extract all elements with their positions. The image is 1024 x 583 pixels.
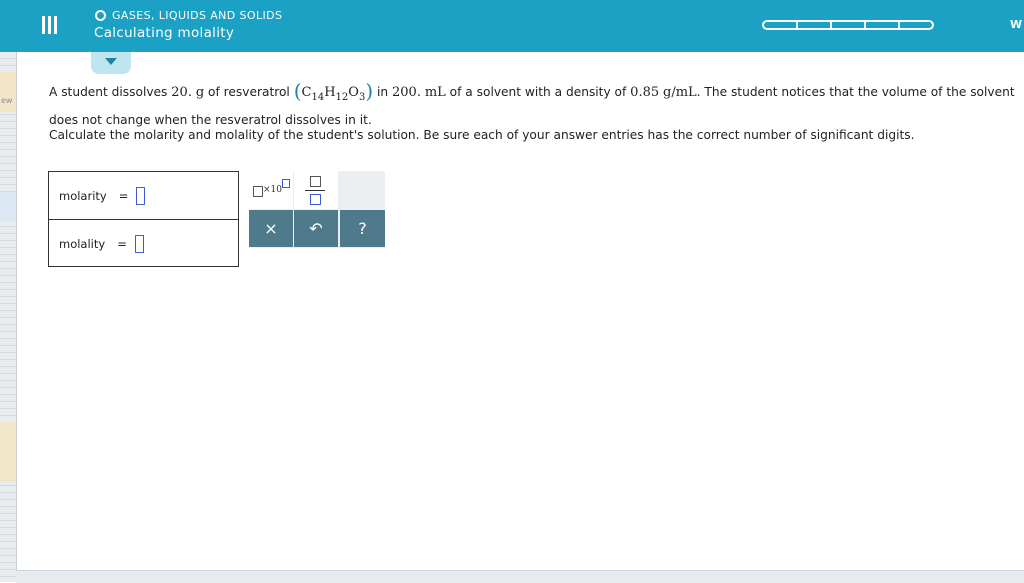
times-ten-label: ×10 (263, 185, 282, 195)
fraction-button[interactable] (294, 171, 338, 209)
formula-element: C (301, 85, 312, 100)
numerator-box-icon (310, 176, 321, 187)
volume-value: 200. (392, 85, 421, 100)
menu-button[interactable] (38, 14, 60, 36)
header-right-text: W (1010, 18, 1023, 31)
mass-value: 20. (171, 85, 192, 100)
progress-segment (900, 22, 932, 28)
question-text: of resveratrol (208, 85, 290, 99)
formula-element: H (324, 85, 336, 100)
denominator-box-icon (310, 194, 321, 205)
question-text: of a solvent with a density of (449, 85, 627, 99)
header-bar (0, 0, 1024, 52)
undo-button[interactable] (294, 210, 338, 247)
equals-sign: = (117, 236, 127, 251)
menu-icon-bar (42, 16, 45, 34)
menu-icon-bar (48, 16, 51, 34)
math-palette (249, 171, 385, 248)
menu-icon-bar (54, 16, 57, 34)
density-value: 0.85 (630, 85, 660, 100)
background-highlight (0, 72, 16, 112)
progress-bar (762, 20, 934, 30)
mass-unit: g (195, 85, 205, 100)
clear-button[interactable] (249, 210, 293, 247)
help-button[interactable] (340, 210, 385, 247)
bottom-bar (16, 570, 1024, 583)
question-text: A student dissolves (49, 85, 168, 99)
answer-row-molality (49, 220, 238, 267)
answer-label: molality (59, 236, 106, 251)
molality-input[interactable] (135, 235, 144, 253)
triangle-down-icon (105, 58, 117, 65)
volume-unit: mL (424, 85, 446, 100)
formula-subscript: 14 (311, 92, 325, 103)
scientific-notation-button[interactable] (249, 171, 293, 209)
progress-segment (866, 22, 900, 28)
placeholder-box-icon (253, 186, 263, 197)
question-paragraph (49, 80, 1021, 131)
lesson-title: Calculating molality (94, 25, 235, 41)
close-icon: × (264, 219, 278, 238)
question-instruction: Calculate the molarity and molality of the student's solution. Be sure each of your answer entries has the correct number of significant digits. (49, 128, 915, 142)
undo-icon: ↶ (309, 219, 323, 238)
answer-box (48, 171, 239, 267)
background-window-strip (0, 52, 17, 582)
density-unit: g/mL (663, 85, 697, 100)
topic-label: GASES, LIQUIDS AND SOLIDS (112, 9, 283, 22)
collapse-toggle-button[interactable] (91, 52, 131, 74)
progress-segment (764, 22, 798, 28)
question-text: in (377, 85, 389, 99)
background-highlight (0, 422, 16, 482)
circle-icon (95, 10, 106, 21)
topic-row (95, 9, 282, 22)
background-highlight (0, 192, 16, 222)
background-text-fragment: ew (1, 96, 13, 105)
formula-subscript: 3 (358, 92, 366, 103)
formula-subscript: 12 (335, 92, 349, 103)
chemical-formula: $(C_{14}H_{12}O_3)$ (293, 79, 374, 103)
equals-sign: = (118, 188, 129, 203)
exponent-box-icon (282, 179, 290, 188)
formula-element: O (348, 85, 359, 100)
fraction-bar-icon (305, 190, 325, 191)
progress-segment (798, 22, 832, 28)
progress-segment (832, 22, 866, 28)
question-mark-icon: ? (358, 219, 367, 238)
question-text: . The student notices that the volume of the solvent does not change when the resveratrol dissolves in it. (49, 85, 1015, 127)
molarity-input[interactable] (136, 187, 145, 205)
answer-label: molarity (59, 188, 107, 203)
answer-row-molarity (49, 172, 238, 220)
